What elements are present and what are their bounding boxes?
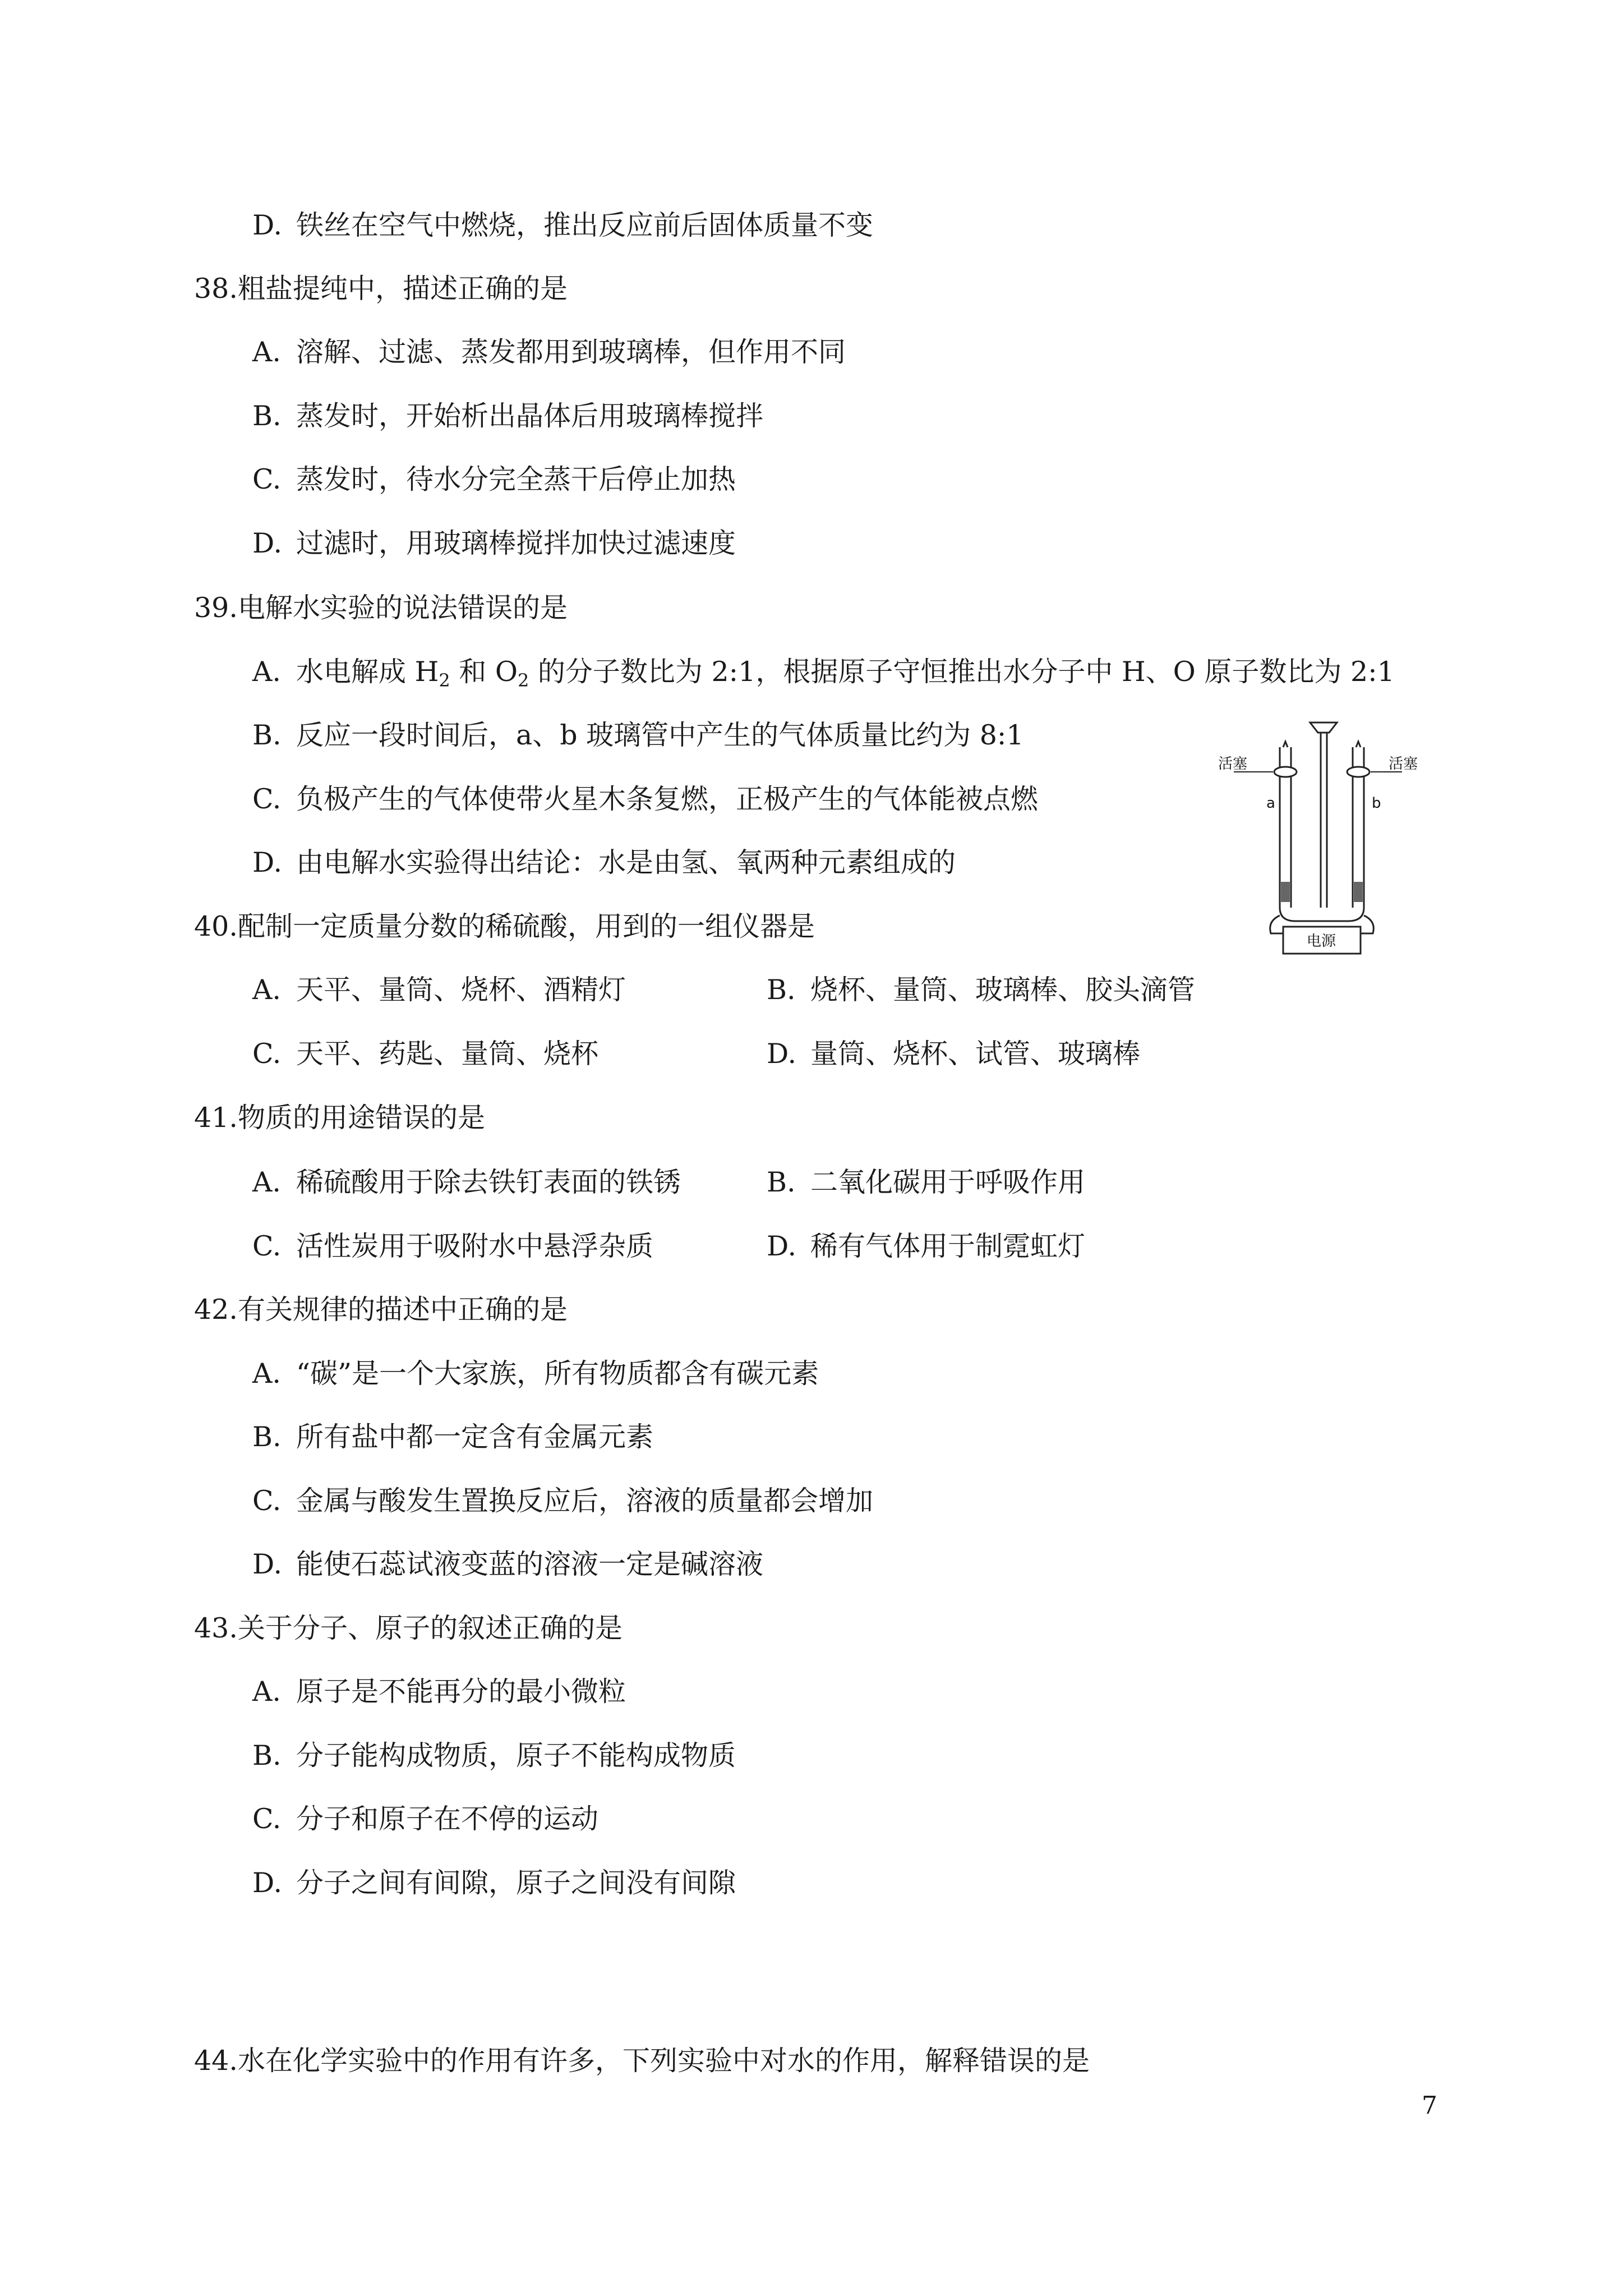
question-text: 水在化学实验中的作用有许多，下列实验中对水的作用，解释错误的是 (238, 2045, 1090, 2077)
question-44-stem (194, 2044, 1090, 2078)
question-41-stem (194, 1101, 485, 1135)
question-number: 44. (194, 2045, 238, 2077)
q38-option-a (252, 335, 846, 369)
q40-option-d (767, 1037, 1140, 1071)
q43-option-d (252, 1866, 736, 1900)
option-label: D. (252, 527, 283, 559)
question-42-stem (194, 1293, 568, 1327)
option-label: A. (252, 1358, 281, 1389)
q41-option-a (252, 1166, 681, 1199)
option-label: B. (767, 1166, 796, 1198)
question-40-stem (194, 910, 815, 944)
page-number: 7 (1422, 2091, 1437, 2120)
q38-option-d (252, 527, 736, 560)
option-text-part: 水电解成 H (296, 656, 439, 688)
subscript: 2 (439, 670, 450, 691)
option-label: D. (252, 846, 283, 878)
option-text: 天平、量筒、烧杯、酒精灯 (296, 974, 626, 1006)
q42-option-a (252, 1357, 819, 1391)
option-text: 量筒、烧杯、试管、玻璃棒 (810, 1038, 1141, 1070)
q43-option-a (252, 1675, 626, 1709)
question-43-stem (194, 1612, 623, 1645)
q42-option-d (252, 1548, 763, 1581)
option-label: B. (767, 974, 796, 1006)
q38-option-b (252, 399, 763, 433)
option-label: C. (252, 1803, 282, 1835)
option-label: D. (252, 1548, 283, 1580)
option-text: 所有盐中都一定含有金属元素 (296, 1421, 654, 1453)
option-text: 活性炭用于吸附水中悬浮杂质 (296, 1230, 654, 1262)
option-label: C. (252, 1485, 282, 1517)
option-text: 分子和原子在不停的运动 (296, 1803, 599, 1835)
option-text: 反应一段时间后，a、b 玻璃管中产生的气体质量比约为 8:1 (296, 719, 1024, 751)
q41-option-c (252, 1230, 653, 1263)
q43-option-b (252, 1739, 736, 1773)
option-text: 二氧化碳用于呼吸作用 (810, 1166, 1086, 1198)
tube-b-label: b (1372, 795, 1381, 812)
option-text: 原子是不能再分的最小微粒 (296, 1676, 626, 1708)
question-38-stem (194, 272, 568, 306)
question-number: 41. (194, 1102, 238, 1134)
question-text: 粗盐提纯中，描述正确的是 (238, 273, 568, 305)
q39-option-d (252, 846, 956, 880)
option-label: B. (252, 1740, 282, 1772)
electrolysis-apparatus-diagram (1217, 714, 1430, 960)
q40-option-c (252, 1037, 598, 1071)
option-label: C. (252, 463, 282, 495)
left-stopcock (1274, 767, 1297, 777)
option-text: 金属与酸发生置换反应后，溶液的质量都会增加 (296, 1485, 874, 1517)
option-label: D. (767, 1230, 797, 1262)
question-number: 43. (194, 1612, 238, 1644)
q37-option-d (252, 209, 873, 242)
option-label: D. (252, 1867, 283, 1899)
q41-option-d (767, 1230, 1085, 1263)
option-label: A. (252, 336, 281, 368)
option-label: B. (252, 1421, 282, 1453)
option-text: 铁丝在空气中燃烧，推出反应前后固体质量不变 (296, 209, 874, 241)
option-text: 溶解、过滤、蒸发都用到玻璃棒，但作用不同 (296, 336, 846, 368)
tube-a-label: a (1266, 795, 1275, 812)
q39-option-b (252, 719, 1024, 752)
option-text: 蒸发时，开始析出晶体后用玻璃棒搅拌 (296, 400, 764, 432)
q41-option-b (767, 1166, 1085, 1199)
question-number: 40. (194, 910, 238, 942)
option-label: A. (252, 656, 281, 688)
option-text: 天平、药匙、量筒、烧杯 (296, 1038, 599, 1070)
option-text: 稀有气体用于制霓虹灯 (810, 1230, 1086, 1262)
option-text: 分子能构成物质，原子不能构成物质 (296, 1740, 736, 1772)
option-label: B. (252, 400, 282, 432)
right-stopcock (1347, 767, 1370, 777)
power-supply-label: 电源 (1307, 933, 1336, 950)
q42-option-b (252, 1420, 653, 1454)
option-label: A. (252, 1676, 281, 1708)
option-label: A. (252, 1166, 281, 1198)
q40-option-a (252, 973, 626, 1007)
option-label: D. (252, 209, 283, 241)
option-text: 烧杯、量筒、玻璃棒、胶头滴管 (810, 974, 1196, 1006)
option-label: A. (252, 974, 281, 1006)
option-label: C. (252, 1230, 282, 1262)
subscript: 2 (518, 670, 529, 691)
option-text: “碳”是一个大家族，所有物质都含有碳元素 (296, 1358, 819, 1389)
q43-option-c (252, 1802, 598, 1836)
option-text: 能使石蕊试液变蓝的溶液一定是碱溶液 (296, 1548, 764, 1580)
option-text-part: 和 O (450, 656, 518, 688)
question-text: 配制一定质量分数的稀硫酸，用到的一组仪器是 (238, 910, 815, 942)
question-text: 物质的用途错误的是 (238, 1102, 486, 1134)
left-stopcock-label: 活塞 (1218, 756, 1248, 772)
q38-option-c (252, 463, 736, 496)
right-stopcock-label: 活塞 (1389, 756, 1418, 772)
q39-option-a (252, 655, 1395, 689)
option-text: 蒸发时，待水分完全蒸干后停止加热 (296, 463, 736, 495)
q39-option-c (252, 783, 1038, 816)
option-text: 过滤时，用玻璃棒搅拌加快过滤速度 (296, 527, 736, 559)
question-39-stem (194, 591, 568, 625)
q42-option-c (252, 1484, 873, 1518)
question-text: 关于分子、原子的叙述正确的是 (238, 1612, 623, 1644)
question-number: 38. (194, 273, 238, 305)
option-label: B. (252, 719, 282, 751)
option-text: 分子之间有间隙，原子之间没有间隙 (296, 1867, 736, 1899)
option-label: C. (252, 783, 282, 815)
option-text: 由电解水实验得出结论：水是由氢、氧两种元素组成的 (296, 846, 956, 878)
q40-option-b (767, 973, 1195, 1007)
question-number: 42. (194, 1294, 238, 1326)
reservoir-funnel (1310, 723, 1337, 733)
option-text: 负极产生的气体使带火星木条复燃，正极产生的气体能被点燃 (296, 783, 1039, 815)
question-text: 有关规律的描述中正确的是 (238, 1294, 568, 1326)
question-text: 电解水实验的说法错误的是 (238, 592, 568, 624)
option-label: D. (767, 1038, 797, 1070)
option-label: C. (252, 1038, 282, 1070)
question-number: 39. (194, 592, 238, 624)
option-text-part: 的分子数比为 2:1，根据原子守恒推出水分子中 H、O 原子数比为 2:1 (529, 656, 1395, 688)
option-text: 稀硫酸用于除去铁钉表面的铁锈 (296, 1166, 681, 1198)
